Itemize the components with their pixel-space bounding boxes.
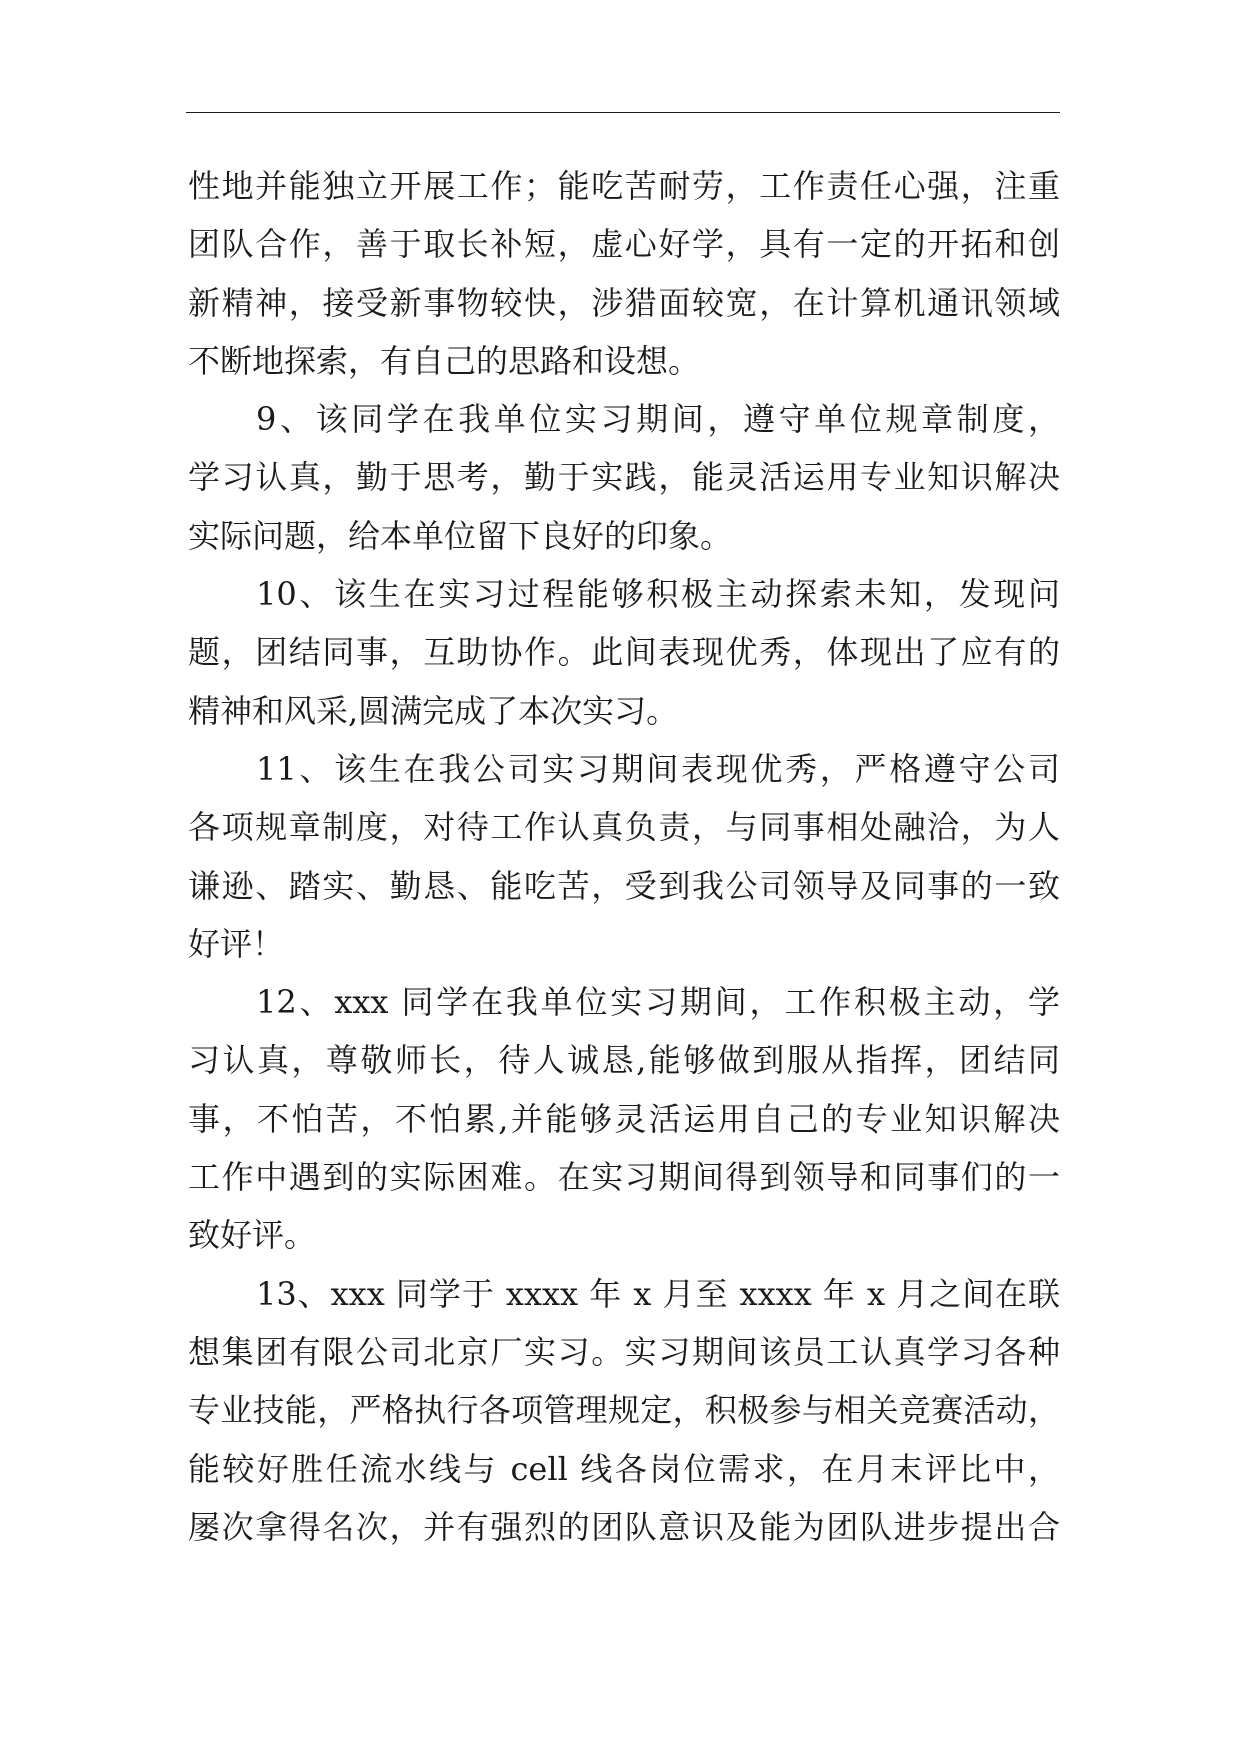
text-line: 精神和风采,圆满完成了本次实习。 (188, 691, 679, 730)
text-line: 事，不怕苦，不怕累,并能够灵活运用自己的专业知识解决 (188, 1099, 1060, 1138)
paragraph-11 (188, 740, 1060, 973)
text-line: 不断地探索，有自己的思路和设想。 (188, 341, 701, 380)
text-line: 屡次拿得名次，并有强烈的团队意识及能为团队进步提出合 (188, 1507, 1060, 1546)
text-line: 性地并能独立开展工作；能吃苦耐劳，工作责任心强，注重 (188, 167, 1060, 205)
text-line: 习认真，尊敬师长，待人诚恳,能够做到服从指挥，团结同 (188, 1041, 1060, 1080)
text-line: 团队合作，善于取长补短，虚心好学，具有一定的开拓和创 (188, 225, 1060, 264)
text-line: 新精神，接受新事物较快，涉猎面较宽，在计算机通讯领域 (188, 283, 1060, 322)
text-line: 11、该生在我公司实习期间表现优秀，严格遵守公司 (256, 749, 1060, 788)
text-line: 12、xxx 同学在我单位实习期间，工作积极主动，学 (256, 983, 1060, 1022)
document-body (188, 157, 1060, 1556)
paragraph-continued (188, 157, 1060, 390)
paragraph-9 (188, 390, 1060, 565)
text-line: 专业技能，严格执行各项管理规定，积极参与相关竞赛活动， (188, 1391, 1060, 1430)
text-line: 10、该生在实习过程能够积极主动探索未知，发现问 (256, 575, 1060, 614)
text-line: 13、xxx 同学于 xxxx 年 x 月至 xxxx 年 x 月之间在联 (256, 1274, 1060, 1313)
header-rule (186, 112, 1060, 113)
text-line: 想集团有限公司北京厂实习。实习期间该员工认真学习各种 (188, 1332, 1060, 1371)
text-line: 谦逊、踏实、勤恳、能吃苦，受到我公司领导及同事的一致 (188, 866, 1060, 905)
text-line: 工作中遇到的实际困难。在实习期间得到领导和同事们的一 (188, 1158, 1060, 1197)
text-line: 好评！ (188, 924, 285, 963)
text-line: 各项规章制度，对待工作认真负责，与同事相处融洽，为人 (188, 808, 1060, 847)
text-line: 学习认真，勤于思考，勤于实践，能灵活运用专业知识解决 (188, 458, 1060, 497)
text-line: 致好评。 (188, 1216, 317, 1255)
text-line: 9、该同学在我单位实习期间，遵守单位规章制度， (256, 400, 1060, 439)
paragraph-12 (188, 973, 1060, 1264)
text-line: 实际问题，给本单位留下良好的印象。 (188, 516, 733, 555)
paragraph-13 (188, 1265, 1060, 1556)
text-line: 题，团结同事，互助协作。此间表现优秀，体现出了应有的 (188, 633, 1060, 672)
paragraph-10 (188, 565, 1060, 740)
text-line: 能较好胜任流水线与 cell 线各岗位需求，在月末评比中， (188, 1449, 1060, 1488)
